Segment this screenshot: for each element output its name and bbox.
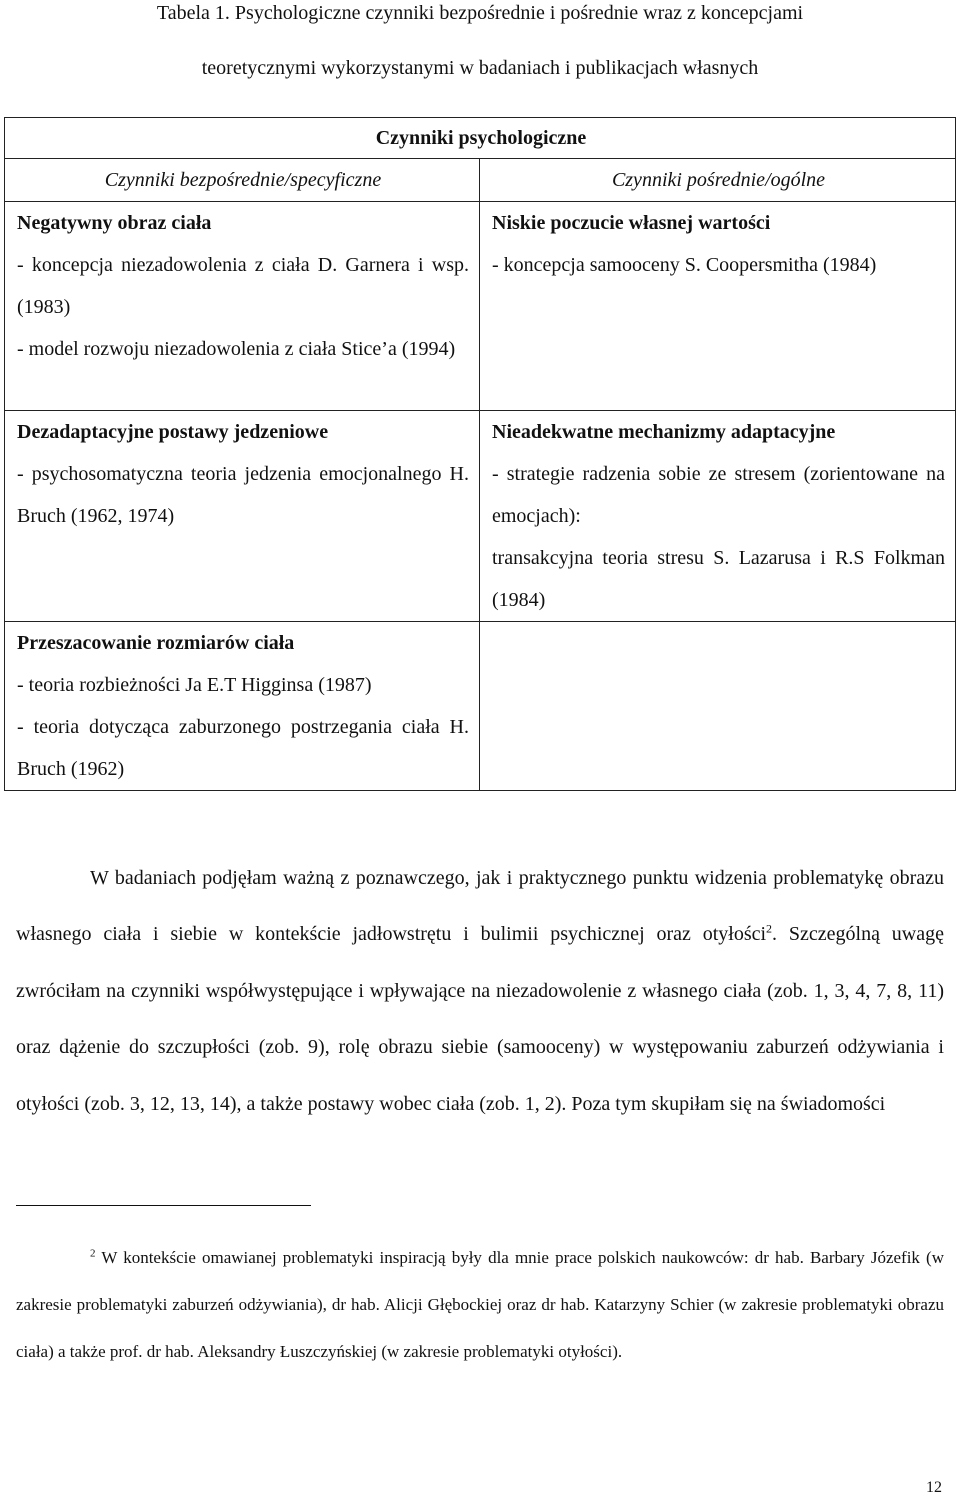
entry-title: Nieadekwatne mechanizmy adaptacyjne	[492, 421, 836, 443]
entry-title: Niskie poczucie własnej wartości	[492, 212, 771, 234]
entry-title: Negatywny obraz ciała	[17, 212, 212, 234]
table-cell-negative-body-image	[5, 202, 480, 411]
entry-item: - koncepcja samooceny S. Coopersmitha (1984)	[492, 254, 877, 276]
psychological-factors-table	[4, 117, 956, 791]
page-number: 12	[926, 1479, 942, 1496]
table-cell-inadequate-coping	[480, 411, 956, 622]
table-cell-maladaptive-eating-attitudes	[5, 411, 480, 622]
footnote-separator	[16, 1205, 311, 1206]
entry-item: - teoria rozbieżności Ja E.T Higginsa (1987)	[17, 674, 372, 696]
body-text-part-1: W badaniach podjęłam ważną z poznawczego, jak i praktycznego punktu widzenia problematykę obrazu własnego ciała i siebie w kontekście jadłowstrętu i bulimii psychicznej oraz otyłości	[16, 867, 944, 946]
footnote	[16, 1234, 944, 1375]
column-header-indirect-factors: Czynniki pośrednie/ogólne	[480, 159, 956, 202]
body-paragraph	[16, 850, 944, 1132]
table-cell-low-self-esteem	[480, 202, 956, 411]
table-caption-line-1: Tabela 1. Psychologiczne czynniki bezpośrednie i pośrednie wraz z koncepcjami	[156, 2, 804, 24]
entry-item: - teoria dotycząca zaburzonego postrzegania ciała H. Bruch (1962)	[17, 716, 469, 780]
table-group-header: Czynniki psychologiczne	[5, 118, 956, 159]
entry-title: Dezadaptacyjne postawy jedzeniowe	[17, 421, 329, 443]
body-text-part-2: . Szczególną uwagę zwróciłam na czynniki współwystępujące i wpływające na niezadowolenie z własnego ciała (zob. 1, 3, 4, 7, 8, 11) oraz dążenie do szczupłości (zob. 9), rolę obrazu siebie (samooceny) w występowaniu zaburzeń odżywiania i otyłości (zob. 3, 12, 13, 14), a także postawy wobec ciała (zob. 1, 2). Poza tym skupiłam się na świadomości	[16, 923, 944, 1115]
table-caption-line-2: teoretycznymi wykorzystanymi w badaniach i publikacjach własnych	[201, 57, 759, 79]
footnote-text: W kontekście omawianej problematyki inspiracją były dla mnie prace polskich naukowców: dr hab. Barbary Józefik (w zakresie problematyki zaburzeń odżywiania), dr hab. Alicji Głębockiej oraz dr hab. Katarzyny Schier (w zakresie problematyki obrazu ciała) a także prof. dr hab. Aleksandry Łuszczyńskiej (w zakresie problematyki otyłości).	[16, 1248, 944, 1361]
entry-title: Przeszacowanie rozmiarów ciała	[17, 632, 295, 654]
table-cell-body-size-overestimation	[5, 622, 480, 791]
footnote-mark: 2	[90, 1247, 96, 1260]
entry-item: - psychosomatyczna teoria jedzenia emocjonalnego H. Bruch (1962, 1974)	[17, 463, 469, 527]
entry-item: - strategie radzenia sobie ze stresem (zorientowane na emocjach):	[492, 463, 945, 527]
table-cell-empty	[480, 622, 956, 791]
entry-item: transakcyjna teoria stresu S. Lazarusa i R.S Folkman (1984)	[492, 547, 945, 611]
entry-item: - koncepcja niezadowolenia z ciała D. Garnera i wsp. (1983)	[17, 254, 469, 318]
entry-item: - model rozwoju niezadowolenia z ciała Stice’a (1994)	[17, 338, 456, 360]
column-header-direct-factors: Czynniki bezpośrednie/specyficzne	[5, 159, 480, 202]
footnote-reference[interactable]: 2	[766, 921, 773, 936]
